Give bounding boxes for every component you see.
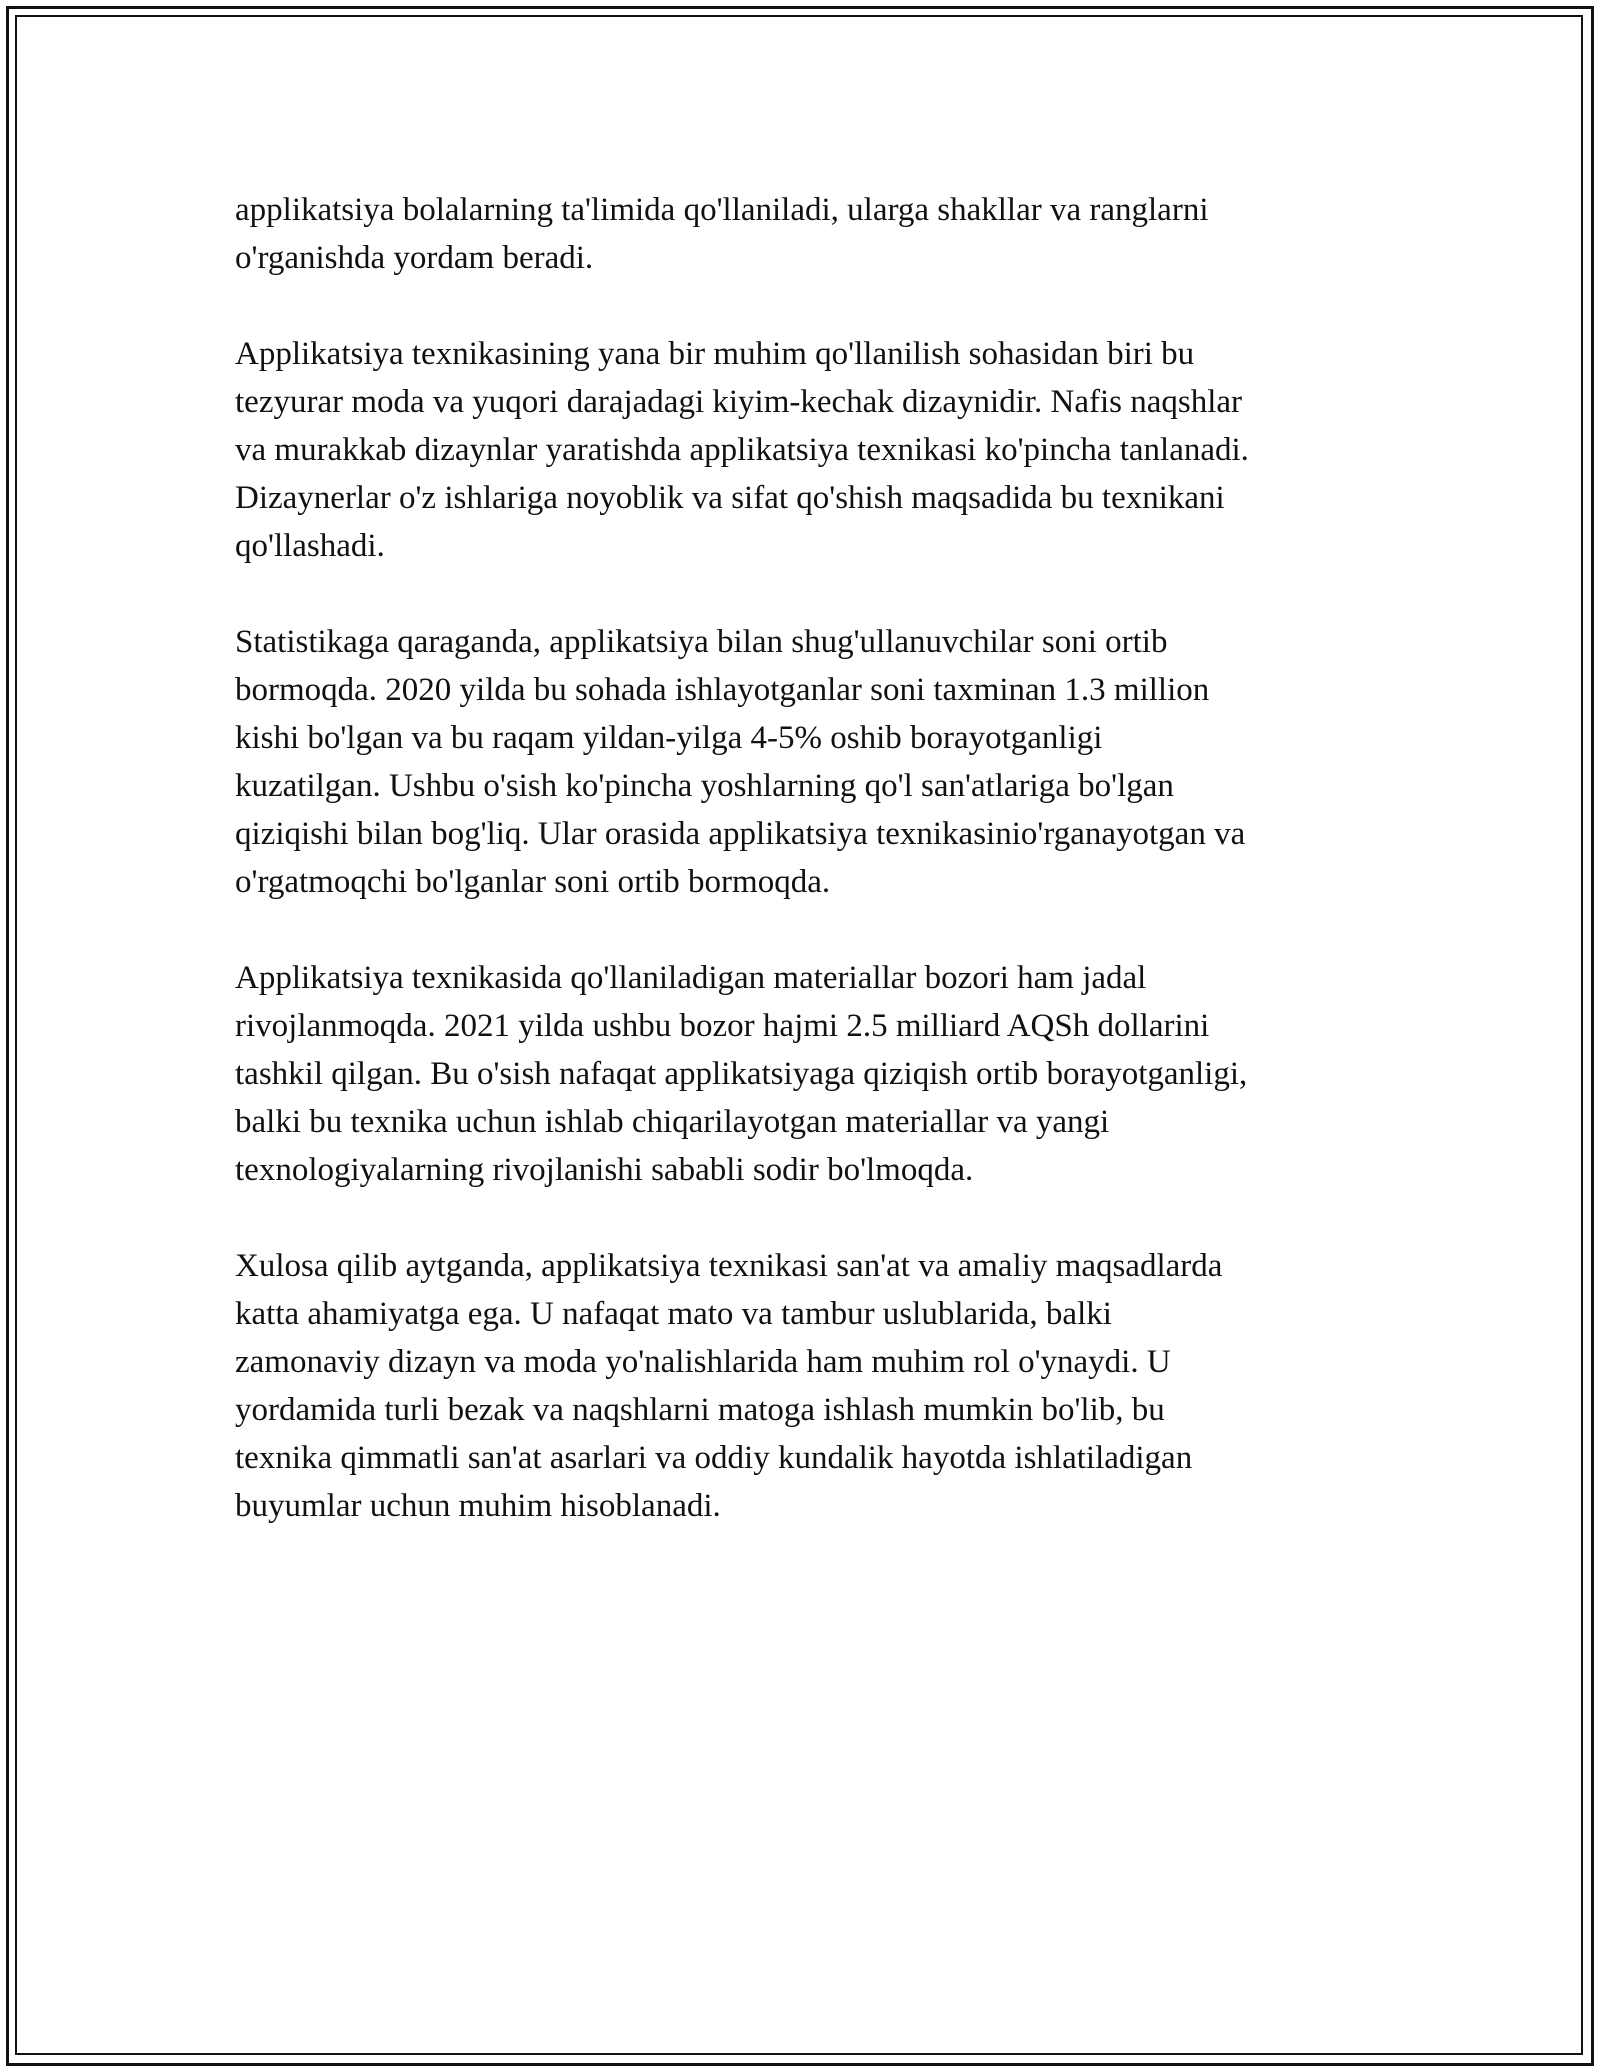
paragraph-4: Applikatsiya texnikasida qo'llaniladigan materiallar bozori ham jadal rivojlanmoqda. 2021 yilda ushbu bozor hajmi 2.5 milliard AQSh dollarini tashkil qilgan. Bu o'sish nafaqat applikatsiyaga qiziqish ortib borayotganligi, balki bu texnika uchun ishlab chiqarilayotgan materiallar va yangi texnologiyalarning rivojlanishi sababli sodir bo'lmoqda.: [235, 960, 1248, 1188]
paragraph-3: Statistikaga qaraganda, applikatsiya bilan shug'ullanuvchilar soni ortib bormoqda. 2020 yilda bu sohada ishlayotganlar soni taxminan 1.3 million kishi bo'lgan va bu raqam yildan-yilga 4-5% oshib borayotganligi kuzatilgan. Ushbu o'sish ko'pincha yoshlarning qo'l san'atlariga bo'lgan qiziqishi bilan bog'liq. Ular orasida applikatsiya texnikasinio'rganayotgan va o'rgatmoqchi bo'lganlar soni ortib bormoqda.: [235, 624, 1246, 900]
document-body: [235, 186, 1370, 1578]
paragraph-1: applikatsiya bolalarning ta'limida qo'llaniladi, ularga shakllar va ranglarni o'rganishda yordam beradi.: [235, 192, 1209, 276]
paragraph-5: Xulosa qilib aytganda, applikatsiya texnikasi san'at va amaliy maqsadlarda katta ahamiyatga ega. U nafaqat mato va tambur uslublarida, balki zamonaviy dizayn va moda yo'nalishlarida ham muhim rol o'ynaydi. U yordamida turli bezak va naqshlarni matoga ishlash mumkin bo'lib, bu texnika qimmatli san'at asarlari va oddiy kundalik hayotda ishlatiladigan buyumlar uchun muhim hisoblanadi.: [235, 1248, 1223, 1524]
paragraph-2: Applikatsiya texnikasining yana bir muhim qo'llanilish sohasidan biri bu tezyurar moda va yuqori darajadagi kiyim-kechak dizaynidir. Nafis naqshlar va murakkab dizaynlar yaratishda applikatsiya texnikasi ko'pincha tanlanadi. Dizaynerlar o'z ishlariga noyoblik va sifat qo'shish maqsadida bu texnikani qo'llashadi.: [235, 336, 1249, 564]
